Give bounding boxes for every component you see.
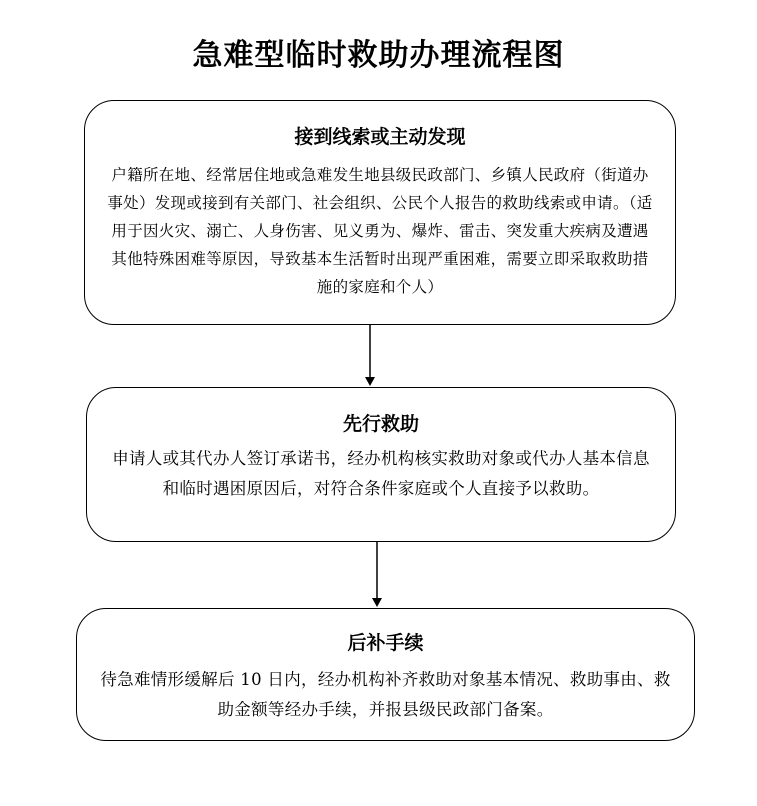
page-title: 急难型临时救助办理流程图 bbox=[192, 38, 565, 73]
step-title-3: 后补手续 bbox=[347, 632, 424, 654]
arrow-1-to-2 bbox=[362, 325, 378, 387]
step-title-2: 先行救助 bbox=[342, 413, 419, 435]
step-body-1: 户籍所在地、经常居住地或急难发生地县级民政部门、乡镇人民政府（街道办事处）发现或接到有关部门、社会组织、公民个人报告的救助线索或申请。（适用于因火灾、溺亡、人身伤害、见义勇为、爆炸、雷击、突发重大疾病及遭遇其他特殊困难等原因，导致基本生活暂时出现严重困难，需要立即采取救助措施的家庭和个人） bbox=[107, 166, 653, 296]
step-body-2: 申请人或其代办人签订承诺书，经办机构核实救助对象或代办人基本信息和临时遇困原因后，对符合条件家庭或个人直接予以救助。 bbox=[112, 449, 650, 498]
step-box-3 bbox=[76, 608, 695, 741]
arrow-2-to-3 bbox=[369, 542, 385, 608]
step-box-2 bbox=[86, 387, 676, 542]
step-box-1 bbox=[84, 100, 676, 325]
step-body-3: 待急难情形缓解后 10 日内，经办机构补齐救助对象基本情况、救助事由、救助金额等经办手续，并报县级民政部门备案。 bbox=[100, 670, 671, 719]
step-title-1: 接到线索或主动发现 bbox=[294, 126, 466, 148]
